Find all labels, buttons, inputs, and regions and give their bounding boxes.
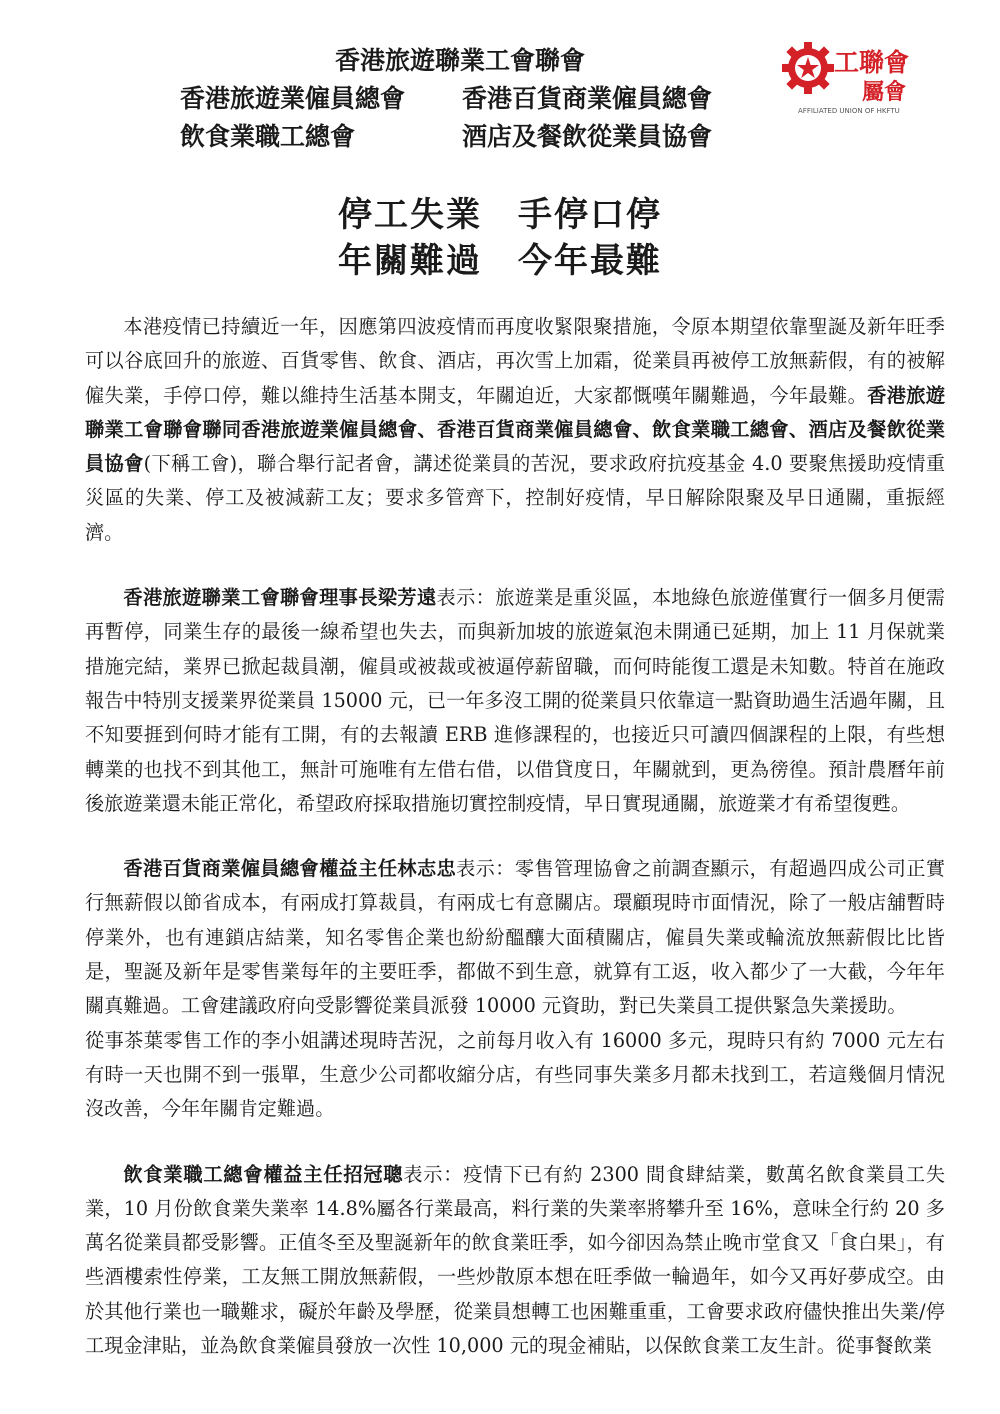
paragraph-text: (下稱工會)，聯合舉行記者會，講述從業員的苦況，要求政府抗疫基金 4.0 要聚焦援助疫情重災區的失業、停工及被減薪工友；要求多管齊下，控制好疫情，早日解除限聚及早日通關，重振經濟。 bbox=[85, 452, 946, 544]
organisation-list bbox=[180, 42, 740, 156]
paragraph-text: 表示：旅遊業是重災區，本地綠色旅遊僅實行一個多月便需再暫停，同業生存的最後一線希望也失去，而與新加坡的旅遊氣泡未開通已延期，加上 11 月保就業措施完結，業界已掀起裁員潮，僱員或被裁或被逼停薪留職，而何時能復工還是未知數。特首在施政報告中特別支援業界從業員 15000 元，已一年多沒工開的從業員只依靠這一點資助過生活過年關，且不知要捱到何時才能有工開，有的去報讀 ERB 進修課程的，也接近只可讀四個課程的上限，有些想轉業的也找不到其他工，無計可施唯有左借右借，以借貸度日，年關就到，更為徬徨。預計農曆年前後旅遊業還未能正常化，希望政府採取措施切實控制疫情，早日實現通關，旅遊業才有希望復甦。 bbox=[85, 586, 945, 815]
paragraph-retail bbox=[85, 852, 945, 1023]
paragraph-catering bbox=[85, 1158, 945, 1364]
gear-star-emblem-icon bbox=[782, 36, 932, 116]
org-name: 飲食業職工總會 bbox=[180, 122, 356, 151]
hkftu-logo bbox=[782, 36, 932, 116]
paragraph-text: 從事茶葉零售工作的李小姐講述現時苦況，之前每月收入有 16000 多元，現時只有約 7000 元左右有時一天也開不到一張單，生意少公司都收縮分店，有些同事失業多月都未找到工，若這幾個月情況沒改善，今年年關肯定難過。 bbox=[85, 1028, 945, 1121]
paragraph-intro bbox=[85, 310, 945, 550]
speaker-name: 香港旅遊聯業工會聯會理事長梁芳遠 bbox=[123, 586, 437, 610]
logo-caption: AFFILIATED UNION OF HKFTU bbox=[798, 107, 900, 115]
speaker-name: 飲食業職工總會權益主任招冠聰 bbox=[123, 1162, 404, 1186]
speaker-name: 香港百貨商業僱員總會權益主任林志忠 bbox=[123, 857, 457, 881]
paragraph-bold-orgs: 香港旅遊聯業工會聯會聯同香港旅遊業僱員總會、香港百貨商業僱員總會、飲食業職工總會、酒店及餐飲從業員協會 bbox=[85, 383, 946, 476]
logo-text-top: 工聯會 bbox=[834, 48, 910, 77]
paragraph-text: 表示：疫情下已有約 2300 間食肆結業，數萬名飲食業員工失業，10 月份飲食業失業率 14.8%屬各行業最高，料行業的失業率將攀升至 16%，意味全行約 20 多萬名從業員都受影響。正值冬至及聖誕新年的飲食業旺季，如今卻因為禁止晚市堂食又「食白果」，有些酒樓索性停業，工友無工開放無薪假，一些炒散原本想在旺季做一輪過年，如今又再好夢成空。由於其他行業也一職難求，礙於年齡及學歷，從業員想轉工也困難重重，工會要求政府儘快推出失業/停工現金津貼，並為飲食業僱員發放一次性 10,000 元的現金補貼，以保飲食業工友生計。從事餐飲業 bbox=[85, 1162, 946, 1358]
org-row-1 bbox=[180, 42, 740, 80]
press-release-body bbox=[85, 310, 945, 1394]
org-row-2 bbox=[180, 80, 740, 118]
logo-text-bottom: 屬會 bbox=[862, 80, 907, 105]
paragraph-text: 表示：零售管理協會之前調查顯示，有超過四成公司正實行無薪假以節省成本，有兩成打算裁員，有兩成七有意關店。環顧現時市面情況，除了一般店舖暫時停業外，也有連鎖店結業，知名零售企業也紛紛醞釀大面積關店，僱員失業或輪流放無薪假比比皆是，聖誕及新年是零售業每年的主要旺季，都做不到生意，就算有工返，收入都少了一大截，今年年關真難過。工會建議政府向受影響從業員派發 10000 元資助，對已失業員工提供緊急失業援助。 bbox=[85, 857, 946, 1018]
org-name: 酒店及餐飲從業員協會 bbox=[462, 122, 713, 151]
org-row-3 bbox=[180, 118, 740, 156]
paragraph-retail-worker bbox=[85, 1024, 945, 1127]
org-name: 香港旅遊業僱員總會 bbox=[180, 84, 406, 113]
org-name: 香港旅遊聯業工會聯會 bbox=[334, 46, 585, 75]
paragraph-tourism bbox=[85, 581, 945, 821]
paragraph-text: 本港疫情已持續近一年，因應第四波疫情而再度收緊限聚措施，令原本期望依靠聖誕及新年旺季可以谷底回升的旅遊、百貨零售、飲食、酒店，再次雪上加霜，從業員再被停工放無薪假，有的被解僱失業，手停口停，難以維持生活基本開支，年關迫近，大家都慨嘆年關難過，今年最難。 bbox=[85, 315, 945, 407]
headline-line-2: 年關難過 今年最難 bbox=[338, 241, 662, 281]
headline-line-1: 停工失業 手停口停 bbox=[338, 195, 662, 235]
headline bbox=[0, 192, 1000, 284]
org-name: 香港百貨商業僱員總會 bbox=[462, 84, 713, 113]
